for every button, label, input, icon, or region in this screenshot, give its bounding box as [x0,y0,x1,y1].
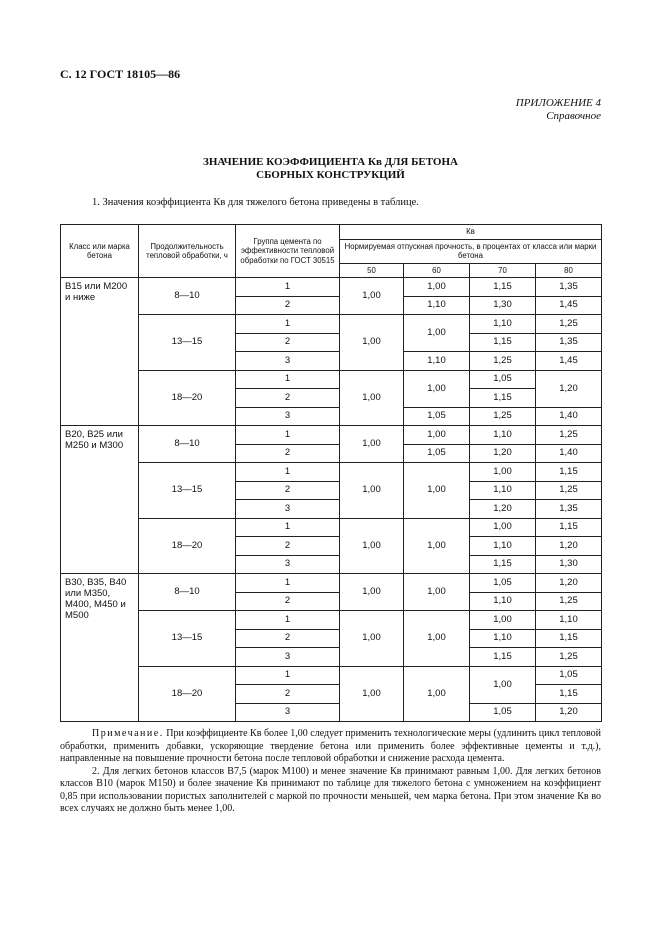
paragraph-2: 2. Для легких бетонов классов В7,5 (марок М100) и менее значение Кв принимают равным 1,00. Для легких бетонов классов В10 (марок М150) и более значение Кв принимают по таблице для тяжелого бетона с умножением на коэффициент 0,85 при использовании пористых заполнителей с маркой по прочности меньшей, чем марка бетона. При этом значение Кв во всех случаях не должно быть менее 1,00. [60,765,601,814]
value-cell: 1,00 [470,611,536,630]
group-cell: 1 [236,426,340,445]
value-cell: 1,00 [404,426,470,445]
value-cell: 1,10 [404,296,470,315]
duration-cell: 13—15 [139,611,236,667]
value-cell: 1,00 [340,426,404,463]
value-cell: 1,15 [470,333,536,352]
header-strength: Нормируемая отпускная прочность, в процентах от класса или марки бетона [340,239,602,263]
value-cell: 1,30 [536,555,602,574]
appendix-label [516,97,601,123]
class-cell: В20, В25 или М250 и М300 [61,426,139,574]
duration-cell: 8—10 [139,278,236,315]
value-cell: 1,20 [536,370,602,407]
group-cell: 2 [236,685,340,704]
duration-cell: 8—10 [139,426,236,463]
table-row [61,278,602,297]
duration-cell: 18—20 [139,518,236,574]
group-cell: 1 [236,666,340,685]
duration-cell: 8—10 [139,574,236,611]
value-cell: 1,00 [404,278,470,297]
group-cell: 1 [236,611,340,630]
table-row [61,611,602,630]
value-cell: 1,10 [470,315,536,334]
note-paragraph [60,728,601,766]
value-cell: 1,10 [536,611,602,630]
header-pct-60: 60 [404,263,470,278]
title-line-2: СБОРНЫХ КОНСТРУКЦИЙ [256,169,405,181]
value-cell: 1,15 [536,518,602,537]
table-row [61,666,602,685]
value-cell: 1,45 [536,352,602,371]
group-cell: 1 [236,315,340,334]
group-cell: 3 [236,555,340,574]
value-cell: 1,00 [404,611,470,667]
coefficient-table [60,224,602,722]
value-cell: 1,00 [404,315,470,352]
value-cell: 1,10 [470,537,536,556]
group-cell: 1 [236,370,340,389]
value-cell: 1,05 [470,574,536,593]
table-row [61,518,602,537]
value-cell: 1,10 [404,352,470,371]
value-cell: 1,40 [536,407,602,426]
table-row [61,370,602,389]
value-cell: 1,00 [340,666,404,722]
header-pct-50: 50 [340,263,404,278]
value-cell: 1,25 [536,481,602,500]
table-row [61,463,602,482]
value-cell: 1,40 [536,444,602,463]
appendix-subtitle: Справочное [546,110,601,122]
value-cell: 1,15 [470,648,536,667]
group-cell: 1 [236,574,340,593]
page-header: С. 12 ГОСТ 18105—86 [60,67,181,81]
value-cell: 1,10 [470,426,536,445]
class-cell: В30, В35, В40 или М350, М400, М450 и М500 [61,574,139,722]
duration-cell: 18—20 [139,666,236,722]
value-cell: 1,00 [404,370,470,407]
value-cell: 1,05 [536,666,602,685]
value-cell: 1,00 [340,370,404,426]
value-cell: 1,25 [470,407,536,426]
header-pct-80: 80 [536,263,602,278]
value-cell: 1,20 [470,500,536,519]
duration-cell: 13—15 [139,315,236,371]
value-cell: 1,00 [404,666,470,722]
duration-cell: 13—15 [139,463,236,519]
value-cell: 1,10 [470,629,536,648]
group-cell: 1 [236,518,340,537]
value-cell: 1,15 [470,555,536,574]
value-cell: 1,15 [536,463,602,482]
value-cell: 1,45 [536,296,602,315]
value-cell: 1,05 [404,444,470,463]
value-cell: 1,05 [470,370,536,389]
group-cell: 2 [236,444,340,463]
value-cell: 1,00 [340,518,404,574]
value-cell: 1,20 [536,703,602,722]
header-k: Кв [340,225,602,240]
header-duration: Продолжительность тепловой обработки, ч [139,225,236,278]
value-cell: 1,30 [470,296,536,315]
value-cell: 1,25 [536,315,602,334]
group-cell: 2 [236,296,340,315]
appendix-title: ПРИЛОЖЕНИЕ 4 [515,97,601,109]
class-cell: В15 или М200 и ниже [61,278,139,426]
group-cell: 2 [236,333,340,352]
value-cell: 1,25 [536,648,602,667]
header-class: Класс или марка бетона [61,225,139,278]
title-line-1: ЗНАЧЕНИЕ КОЭФФИЦИЕНТА Кв ДЛЯ БЕТОНА [203,156,458,168]
group-cell: 2 [236,592,340,611]
value-cell: 1,35 [536,500,602,519]
value-cell: 1,00 [340,463,404,519]
value-cell: 1,00 [340,611,404,667]
value-cell: 1,00 [404,574,470,611]
group-cell: 3 [236,407,340,426]
value-cell: 1,00 [470,518,536,537]
value-cell: 1,20 [536,537,602,556]
value-cell: 1,20 [470,444,536,463]
value-cell: 1,00 [470,463,536,482]
table-row [61,574,602,593]
group-cell: 3 [236,648,340,667]
header-group: Группа цемента по эффективности тепловой обработки по ГОСТ 30515 [236,225,340,278]
group-cell: 2 [236,389,340,408]
document-title [0,156,661,182]
group-cell: 3 [236,500,340,519]
group-cell: 3 [236,352,340,371]
value-cell: 1,10 [470,481,536,500]
group-cell: 1 [236,278,340,297]
value-cell: 1,15 [536,629,602,648]
note-text: При коэффициенте Кв более 1,00 следует применить технологические меры (удлинить цикл тепловой обработки, применить добавки, ускоряющие твердение бетона или применить более эффективные цементы и т.д.), направленные на повышение прочности бетона после тепловой обработки и снижение расхода цемента. [60,728,601,764]
value-cell: 1,00 [404,518,470,574]
group-cell: 1 [236,463,340,482]
value-cell: 1,25 [536,426,602,445]
group-cell: 2 [236,629,340,648]
value-cell: 1,00 [340,315,404,371]
header-pct-70: 70 [470,263,536,278]
group-cell: 3 [236,703,340,722]
table-header-row [61,225,602,240]
value-cell: 1,10 [470,592,536,611]
value-cell: 1,00 [470,666,536,703]
value-cell: 1,25 [470,352,536,371]
value-cell: 1,00 [340,278,404,315]
duration-cell: 18—20 [139,370,236,426]
note-label: Примечание. [92,728,164,739]
value-cell: 1,15 [536,685,602,704]
value-cell: 1,00 [404,463,470,519]
value-cell: 1,15 [470,389,536,408]
value-cell: 1,05 [404,407,470,426]
value-cell: 1,05 [470,703,536,722]
intro-paragraph: 1. Значения коэффициента Кв для тяжелого бетона приведены в таблице. [92,197,419,208]
value-cell: 1,00 [340,574,404,611]
value-cell: 1,35 [536,333,602,352]
table-row [61,315,602,334]
notes-section [60,728,601,816]
table-row [61,426,602,445]
value-cell: 1,35 [536,278,602,297]
group-cell: 2 [236,481,340,500]
value-cell: 1,20 [536,574,602,593]
group-cell: 2 [236,537,340,556]
value-cell: 1,25 [536,592,602,611]
value-cell: 1,15 [470,278,536,297]
